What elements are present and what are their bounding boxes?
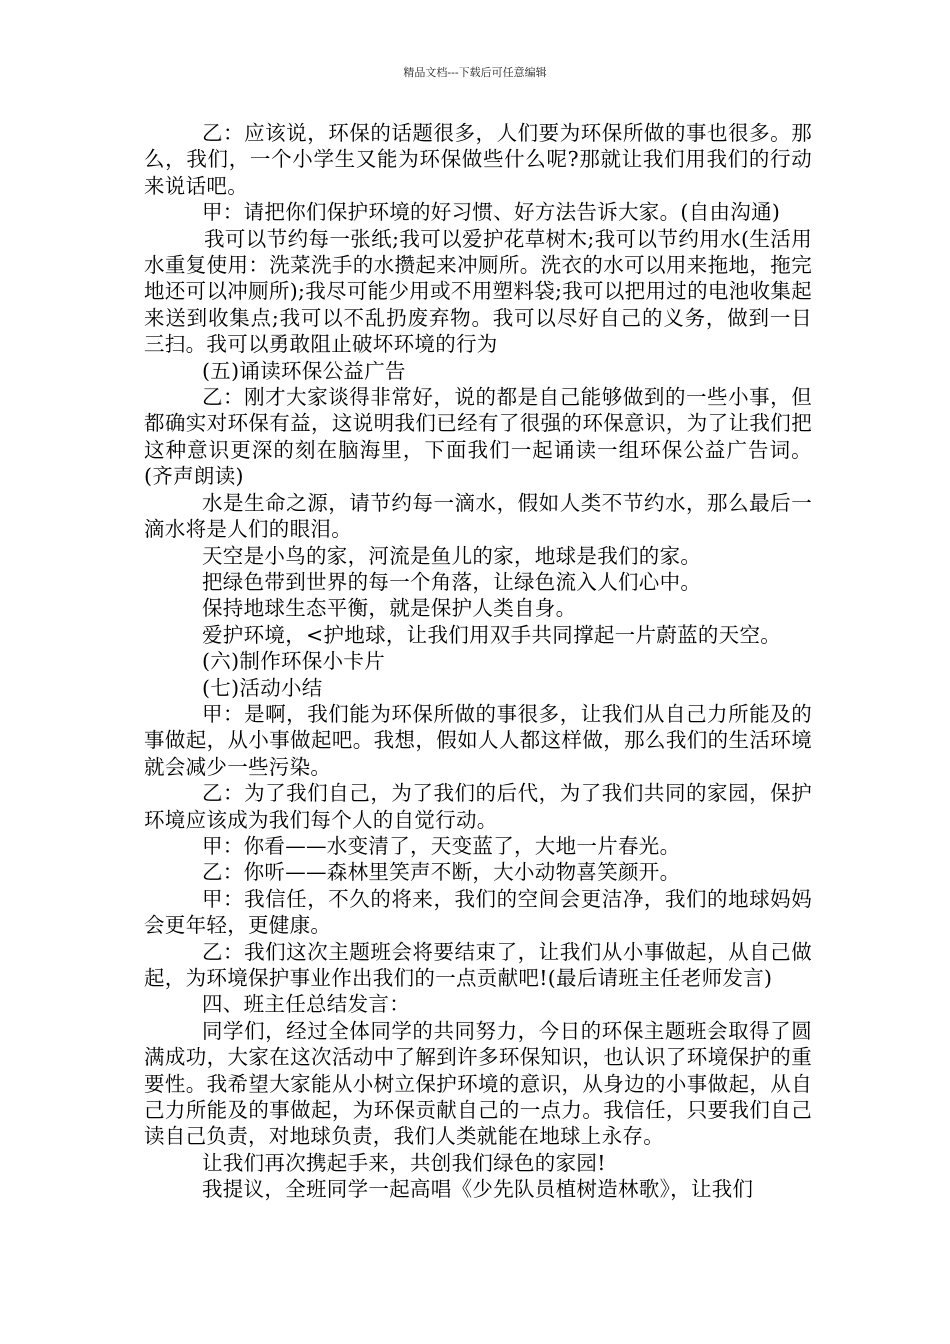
paragraph: 乙：为了我们自己，为了我们的后代，为了我们共同的家园，保护环境应该成为我们每个人的自觉行动。 bbox=[144, 781, 812, 832]
section-heading: (五)诵读环保公益广告 bbox=[202, 358, 406, 383]
paragraph: 天空是小鸟的家，河流是鱼儿的家，地球是我们的家。 bbox=[202, 543, 702, 568]
section-heading: (六)制作环保小卡片 bbox=[202, 649, 385, 674]
paragraph: 保持地球生态平衡，就是保护人类自身。 bbox=[202, 596, 577, 621]
paragraph: 我提议，全班同学一起高唱《少先队员植树造林歌》，让我们 bbox=[202, 1177, 754, 1202]
document-body bbox=[144, 120, 812, 1203]
paragraph: 水是生命之源，请节约每一滴水，假如人类不节约水，那么最后一滴水将是人们的眼泪。 bbox=[144, 490, 812, 542]
paragraph: 甲：是啊，我们能为环保所做的事很多，让我们从自己力所能及的事做起，从小事做起吧。我想，假如人人都这样做，那么我们的生活环境就会减少一些污染。 bbox=[144, 701, 812, 779]
paragraph: 让我们再次携起手来，共创我们绿色的家园! bbox=[202, 1150, 606, 1175]
paragraph: 乙：应该说，环保的话题很多，人们要为环保所做的事也很多。那么，我们，一个小学生又能为环保做些什么呢?那就让我们用我们的行动来说话吧。 bbox=[144, 121, 812, 198]
paragraph: 甲：我信任，不久的将来，我们的空间会更洁净，我们的地球妈妈会更年轻，更健康。 bbox=[144, 886, 812, 938]
paragraph: 我可以节约每一张纸;我可以爱护花草树木;我可以节约用水(生活用水重复使用：洗菜洗手的水攒起来冲厕所。洗衣的水可以用来拖地，拖完地还可以冲厕所);我尽可能少用或不用塑料袋;我可以把用过的电池收集起来送到收集点;我可以不乱扔废弃物。我可以尽好自己的义务，做到一日三扫。我可以勇敢阻止破坏环境的行为 bbox=[144, 226, 812, 357]
paragraph: 同学们，经过全体同学的共同努力，今日的环保主题班会取得了圆满成功，大家在这次活动中了解到许多环保知识，也认识了环境保护的重要性。我希望大家能从小树立保护环境的意识，从身边的小事做起，从自己力所能及的事做起，为环保贡献自己的一点力。我信任，只要我们自己读自己负责，对地球负责，我们人类就能在地球上永存。 bbox=[144, 1018, 812, 1149]
paragraph: 乙：刚才大家谈得非常好，说的都是自己能够做到的一些小事，但都确实对环保有益，这说明我们已经有了很强的环保意识，为了让我们把这种意识更深的刻在脑海里，下面我们一起诵读一组环保公益广告词。(齐声朗读) bbox=[144, 385, 812, 489]
page-header: 精品文档---下载后可任意编辑 bbox=[403, 66, 547, 79]
paragraph: 甲：请把你们保护环境的好习惯、好方法告诉大家。(自由沟通) bbox=[202, 200, 781, 225]
paragraph: 爱护环境，<护地球，让我们用双手共同撑起一片蔚蓝的天空。 bbox=[202, 622, 782, 647]
paragraph: 乙：你听——森林里笑声不断，大小动物喜笑颜开。 bbox=[202, 860, 681, 885]
paragraph: 乙：我们这次主题班会将要结束了，让我们从小事做起，从自己做起，为环境保护事业作出我们的一点贡献吧!(最后请班主任老师发言) bbox=[144, 939, 812, 990]
paragraph: 甲：你看——水变清了，天变蓝了，大地一片春光。 bbox=[202, 833, 681, 858]
section-heading: 四、班主任总结发言： bbox=[202, 992, 410, 1017]
paragraph: 把绿色带到世界的每一个角落，让绿色流入人们心中。 bbox=[202, 569, 702, 594]
section-heading: (七)活动小结 bbox=[202, 675, 323, 700]
